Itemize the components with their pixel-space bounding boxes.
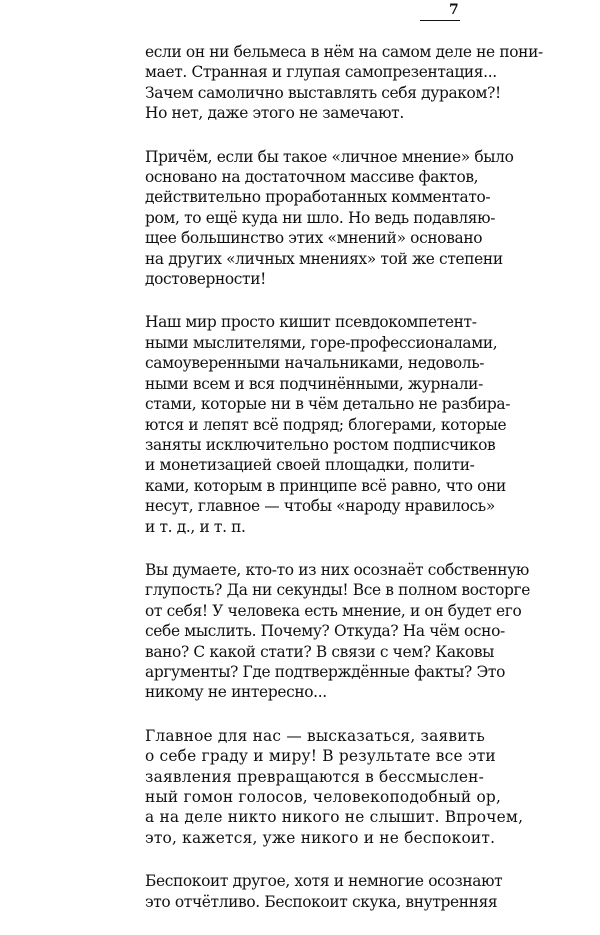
paragraph bbox=[145, 312, 511, 536]
header-rule bbox=[420, 20, 460, 21]
paragraph bbox=[145, 871, 503, 912]
text-line: несут, главное — чтобы «народу нравилось» bbox=[145, 497, 495, 516]
text-line: от себя! У человека есть мнение, и он будет его bbox=[145, 601, 522, 620]
paragraph bbox=[145, 560, 530, 703]
text-line: основано на достаточном массиве фактов, bbox=[145, 168, 479, 187]
text-line: заняты исключительно ростом подписчиков bbox=[145, 435, 496, 454]
text-line: достоверности! bbox=[145, 270, 266, 289]
text-line: вано? С какой стати? В связи с чем? Каковы bbox=[145, 642, 495, 661]
text-line: Беспокоит другое, хотя и немногие осознают bbox=[145, 872, 503, 891]
text-line: и монетизацией своей площадки, полити- bbox=[145, 456, 475, 475]
text-line: Наш мир просто кишит псевдокомпетент- bbox=[145, 313, 477, 332]
text-line: стами, которые ни в чём детально не разбира- bbox=[145, 395, 511, 414]
text-line: на других «личных мнениях» той же степени bbox=[145, 249, 503, 268]
text-line: самоуверенными начальниками, недоволь- bbox=[145, 354, 485, 373]
text-line: это, кажется, уже никого и не беспокоит. bbox=[145, 828, 496, 847]
text-line: ками, которым в принципе всё равно, что они bbox=[145, 476, 506, 495]
text-line: себе мыслить. Почему? Откуда? На чём осно- bbox=[145, 622, 505, 641]
text-line: никому не интересно... bbox=[145, 683, 327, 702]
text-line: Зачем самолично выставлять себя дураком?! bbox=[145, 83, 501, 102]
text-line: Причём, если бы такое «личное мнение» было bbox=[145, 147, 514, 166]
text-line: Вы думаете, кто-то из них осознаёт собственную bbox=[145, 560, 529, 579]
text-line: заявления превращаются в бессмыслен- bbox=[145, 767, 485, 786]
text-line: и т. д., и т. п. bbox=[145, 517, 246, 536]
text-line: аргументы? Где подтверждённые факты? Это bbox=[145, 662, 506, 681]
text-line: ный гомон голосов, человекоподобный ор, bbox=[145, 788, 502, 806]
body-text bbox=[145, 42, 543, 935]
paragraph bbox=[145, 726, 524, 848]
text-line: если он ни бельмеса в нём на самом деле не пони- bbox=[145, 43, 543, 61]
paragraph bbox=[145, 147, 514, 290]
text-line: ными всем и вся подчинёнными, журнали- bbox=[145, 374, 483, 393]
text-line: Главное для нас — высказаться, заявить bbox=[145, 726, 486, 745]
text-line: это отчётливо. Беспокоит скука, внутренняя bbox=[145, 892, 498, 911]
text-line: мает. Странная и глупая самопрезентация... bbox=[145, 63, 497, 82]
text-line: а на деле никто никого не слышит. Впрочем, bbox=[145, 808, 524, 827]
text-line: ром, то ещё куда ни шло. Но ведь подавляю- bbox=[145, 208, 496, 227]
text-line: о себе граду и миру! В результате все эти bbox=[145, 747, 496, 766]
text-line: Но нет, даже этого не замечают. bbox=[145, 104, 404, 123]
text-line: щее большинство этих «мнений» основано bbox=[145, 229, 483, 248]
text-line: действительно проработанных комментато- bbox=[145, 188, 491, 207]
paragraph bbox=[145, 42, 543, 124]
text-line: ными мыслителями, горе-профессионалами, bbox=[145, 333, 498, 352]
text-line: ются и лепят всё подряд; блогерами, которые bbox=[145, 415, 507, 434]
text-line: глупость? Да ни секунды! Все в полном восторге bbox=[145, 581, 530, 600]
page-number: 7 bbox=[449, 2, 459, 18]
